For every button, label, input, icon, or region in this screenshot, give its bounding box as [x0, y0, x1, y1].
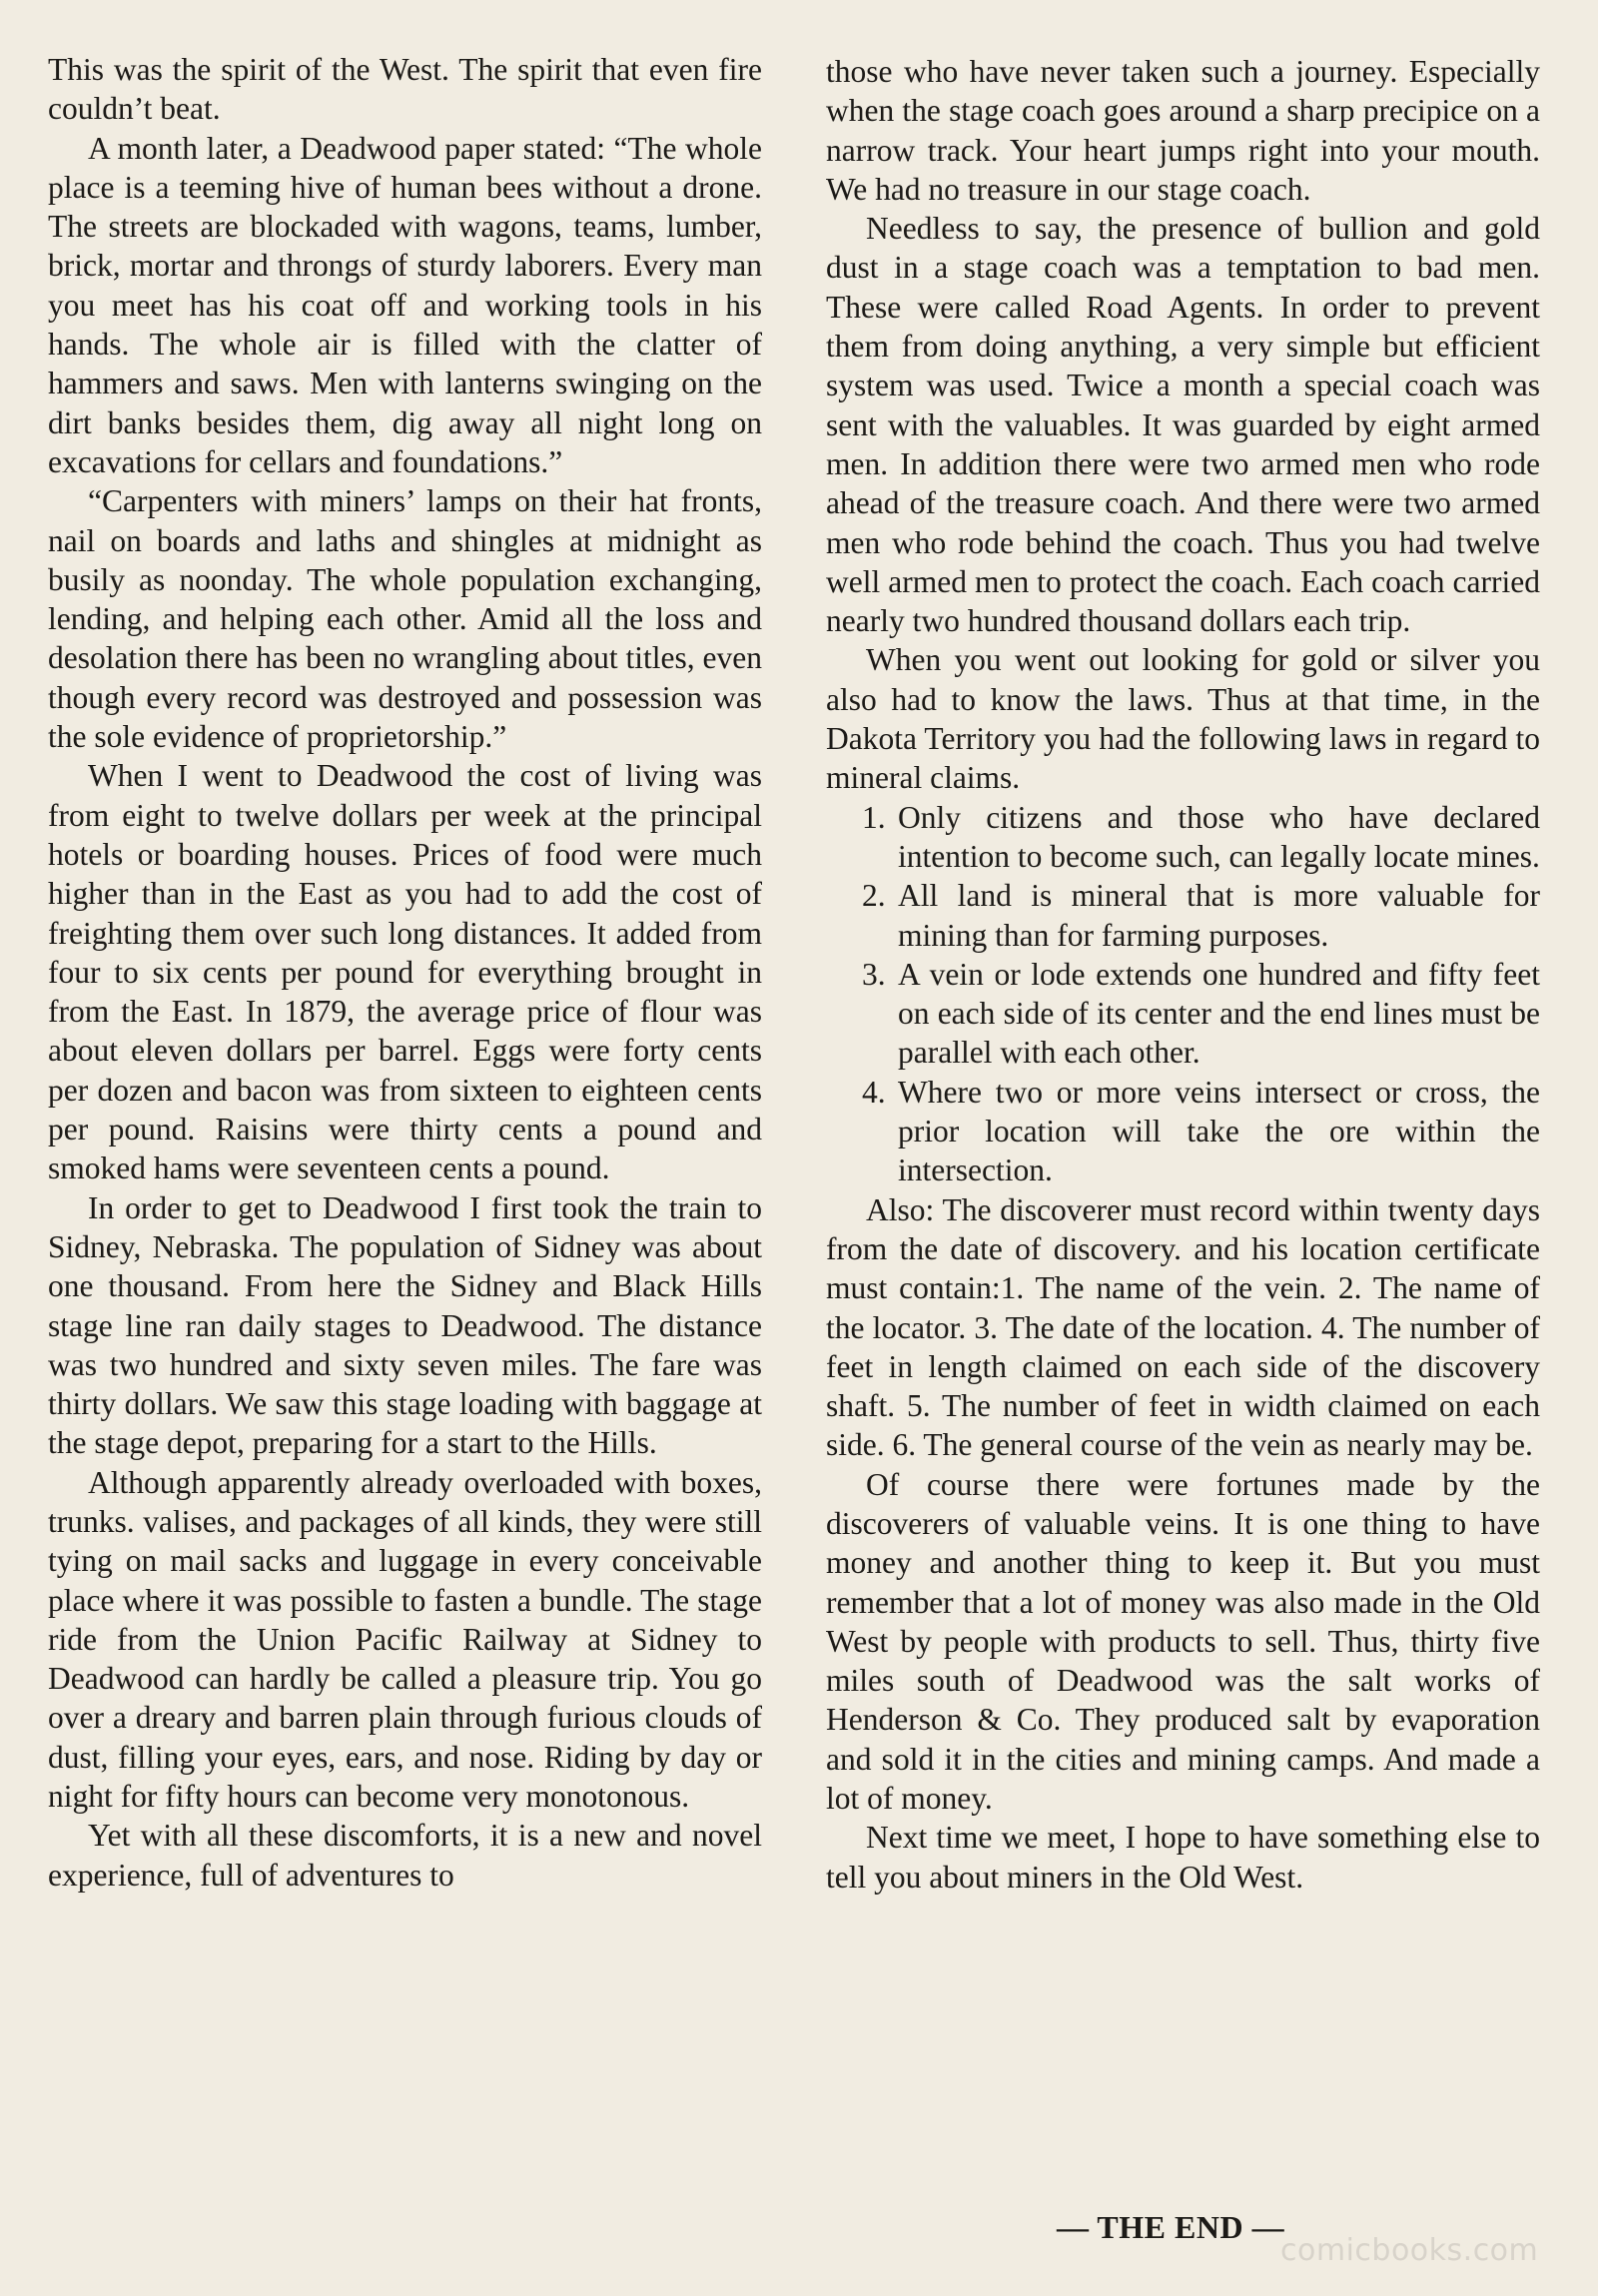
paragraph: This was the spirit of the West. The spirit that even fire couldn’t beat.: [48, 52, 762, 127]
list-item: [826, 1073, 1540, 1190]
list-item-text: All land is mineral that is more valuable for mining than for farming purposes.: [898, 878, 1540, 953]
list-number: 4.: [862, 1074, 886, 1110]
list-item-text: A vein or lode extends one hundred and fifty feet on each side of its center and the end lines must be parallel with each other.: [898, 956, 1540, 1071]
the-end-label: — THE END —: [1057, 2209, 1285, 2245]
paragraph: Of course there were fortunes made by the discoverers of valuable veins. It is one thing to have money and another thing to keep it. But you must remember that a lot of money was also made in the Old West by people with products to sell. Thus, thirty five miles south of Deadwood was the salt works of Henderson & Co. They produced salt by evaporation and sold it in the cities and mining camps. And made a lot of money.: [826, 1466, 1540, 1817]
list-item: [826, 798, 1540, 877]
list-item-text: Only citizens and those who have declared intention to become such, can legally locate mines.: [898, 799, 1540, 874]
list-item: [826, 876, 1540, 955]
watermark: comicbooks.com: [1280, 2233, 1539, 2268]
paragraph: A month later, a Deadwood paper stated: “The whole place is a teeming hive of human bees without a drone. The streets are blockaded with wagons, teams, lumber, brick, mortar and throngs of sturdy laborers. Every man you meet has his coat off and working tools in his hands. The whole air is filled with the clatter of hammers and saws. Men with lanterns swinging on the dirt banks besides them, dig away all night long on excavations for cellars and foundations.”: [48, 130, 762, 479]
list-number: 1.: [862, 799, 886, 835]
paragraph: Yet with all these discomforts, it is a new and novel experience, full of adventures to: [48, 1818, 762, 1893]
paragraph: Although apparently already overloaded with boxes, trunks. valises, and packages of all kinds, they were still tying on mail sacks and luggage in every conceivable place where it was possible to fasten a bundle. The stage ride from the Union Pacific Railway at Sidney to Deadwood can hardly be called a pleasure trip. You go over a dreary and barren plain through furious clouds of dust, filling your eyes, ears, and nose. Riding by day or night for fifty hours can become very monotonous.: [48, 1464, 762, 1815]
list-number: 2.: [862, 878, 886, 914]
paragraph: “Carpenters with miners’ lamps on their hat fronts, nail on boards and laths and shingles at midnight as busily as noonday. The whole population exchanging, lending, and helping each other. Amid all the loss and desolation there has been no wrangling about titles, even though every record was destroyed and possession was the sole evidence of proprietorship.”: [48, 483, 762, 755]
list-item: [826, 955, 1540, 1073]
list-number: 3.: [862, 956, 886, 992]
paragraph: When you went out looking for gold or silver you also had to know the laws. Thus at that time, in the Dakota Territory you had the following laws in regard to mineral claims.: [826, 642, 1540, 796]
paragraph: Needless to say, the presence of bullion and gold dust in a stage coach was a temptation to bad men. These were called Road Agents. In order to prevent them from doing anything, a very simple but efficient system was used. Twice a month a special coach was sent with the valuables. It was guarded by eight armed men. In addition there were two armed men who rode ahead of the treasure coach. And there were two armed men who rode behind the coach. Thus you had twelve well armed men to protect the coach. Each coach carried nearly two hundred thousand dollars each trip.: [826, 211, 1540, 639]
right-column: [826, 52, 1540, 1897]
paragraph: Next time we meet, I hope to have something else to tell you about miners in the Old West.: [826, 1820, 1540, 1895]
paragraph: Also: The discoverer must record within twenty days from the date of discovery. and his location certificate must contain:1. The name of the vein. 2. The name of the locator. 3. The date of the location. 4. The number of feet in length claimed on each side of the discovery shaft. 5. The number of feet in width claimed on each side. 6. The general course of the vein as nearly may be.: [826, 1191, 1540, 1463]
mineral-laws-list: [826, 798, 1540, 1190]
left-column: [48, 50, 762, 1895]
paragraph: those who have never taken such a journey. Especially when the stage coach goes around a sharp precipice on a narrow track. Your heart jumps right into your mouth. We had no treasure in our stage coach.: [826, 54, 1540, 207]
paragraph: When I went to Deadwood the cost of living was from eight to twelve dollars per week at the principal hotels or boarding houses. Prices of food were much higher than in the East as you had to add the cost of freighting them over such long distances. It added from four to six cents per pound for everything brought in from the East. In 1879, the average price of flour was about eleven dollars per barrel. Eggs were forty cents per dozen and bacon was from sixteen to eighteen cents per pound. Raisins were thirty cents a pound and smoked hams were seventeen cents a pound.: [48, 758, 762, 1186]
list-item-text: Where two or more veins intersect or cross, the prior location will take the ore within the intersection.: [898, 1074, 1540, 1188]
paragraph: In order to get to Deadwood I first took the train to Sidney, Nebraska. The population of Sidney was about one thousand. From here the Sidney and Black Hills stage line ran daily stages to Deadwood. The distance was two hundred and sixty seven miles. The fare was thirty dollars. We saw this stage loading with baggage at the stage depot, preparing for a start to the Hills.: [48, 1189, 762, 1461]
